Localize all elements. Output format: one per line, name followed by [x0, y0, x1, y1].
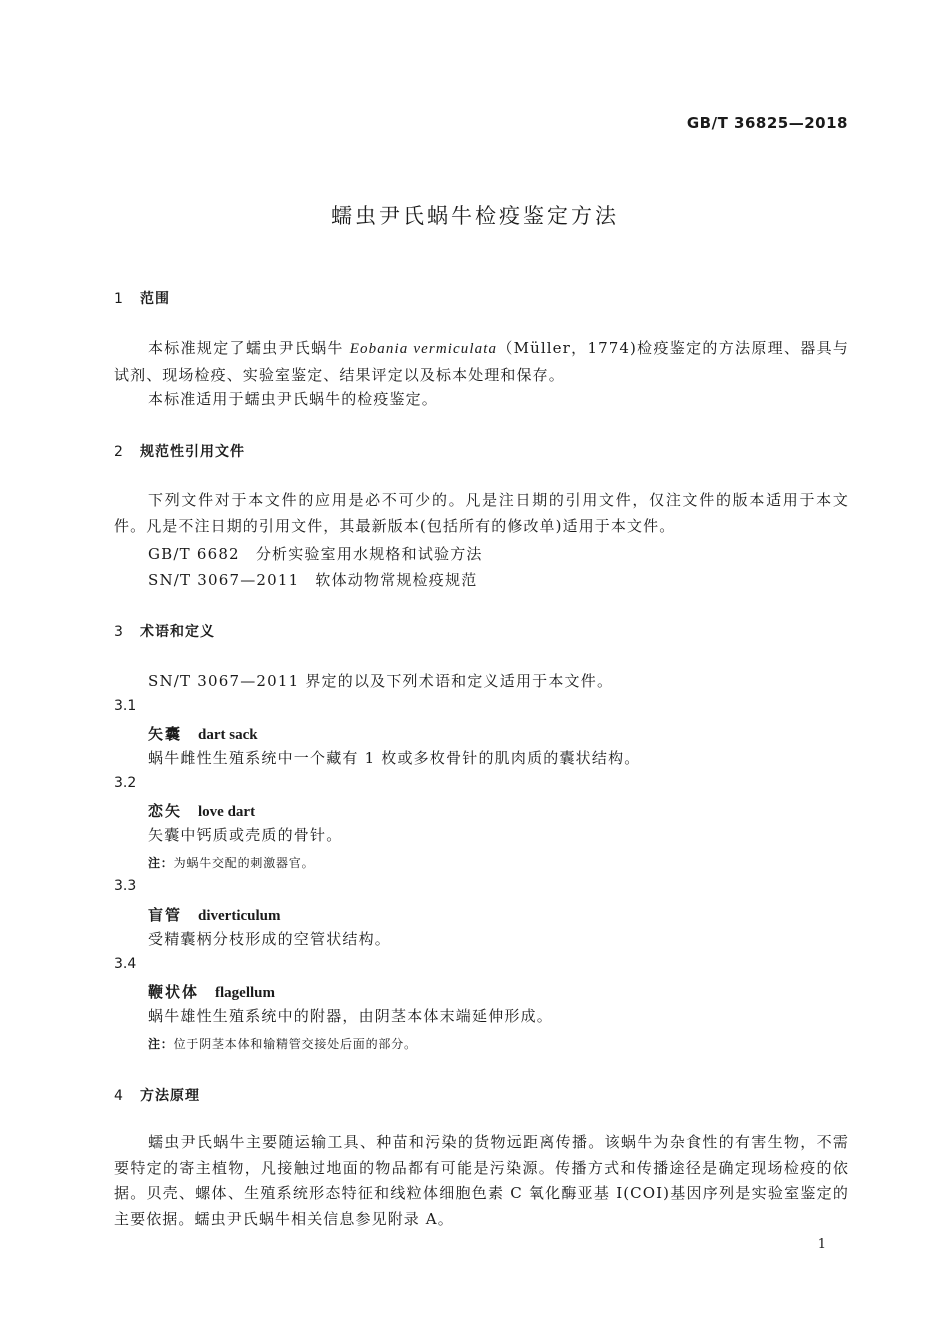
section-3-heading [114, 621, 215, 641]
section-title: 范围 [140, 291, 170, 307]
term-number: 3.4 [114, 956, 137, 972]
page-number: 1 [817, 1237, 826, 1252]
reference-code: GB/T 6682 [148, 545, 240, 563]
term-number: 3.3 [114, 878, 137, 894]
section-title: 术语和定义 [140, 624, 215, 640]
reference-title: 软体动物常规检疫规范 [315, 571, 478, 589]
paragraph-text: 本标准规定了蠕虫尹氏蜗牛 [148, 339, 350, 357]
term-english: dart sack [198, 727, 258, 743]
normative-reference [148, 569, 477, 590]
term-heading [148, 904, 281, 925]
term-note [148, 854, 314, 871]
section-2-heading [114, 441, 245, 461]
term-note [148, 1035, 417, 1052]
section-4-heading [114, 1085, 200, 1105]
section-1-paragraph-2: 本标准适用于蠕虫尹氏蜗牛的检疫鉴定。 [148, 390, 438, 408]
section-2-paragraph-1: 下列文件对于本文件的应用是必不可少的。凡是注日期的引用文件，仅注文件的版本适用于本文件。凡是不注日期的引用文件，其最新版本(包括所有的修改单)适用于本文件。 [114, 491, 849, 535]
section-number: 3 [114, 624, 124, 640]
section-title: 方法原理 [140, 1088, 200, 1104]
section-number: 4 [114, 1088, 124, 1104]
term-chinese: 恋矢 [148, 802, 183, 820]
term-definition: 蜗牛雄性生殖系统中的附器，由阴茎本体末端延伸形成。 [148, 1007, 554, 1025]
term-english: love dart [198, 804, 256, 820]
term-number: 3.2 [114, 775, 137, 791]
species-name: Eobania vermiculata [349, 341, 498, 357]
section-number: 1 [114, 291, 124, 307]
note-text: 为蜗牛交配的刺激器官。 [173, 856, 315, 870]
note-text: 位于阴茎本体和输精管交接处后面的部分。 [173, 1037, 417, 1051]
term-definition: 蜗牛雌性生殖系统中一个藏有 1 枚或多枚骨针的肌肉质的囊状结构。 [148, 749, 641, 767]
paragraph-text: （Müller，1774)检疫鉴定的方法原理、器具与试剂、现场检疫、实验室鉴定、结果评定以及标本处理和保存。 [114, 339, 849, 384]
document-title: 蠕虫尹氏蜗牛检疫鉴定方法 [331, 204, 619, 228]
normative-reference [148, 543, 483, 564]
term-chinese: 盲管 [148, 906, 183, 924]
section-1-paragraph-1 [114, 336, 849, 388]
term-heading [148, 800, 255, 821]
term-english: flagellum [215, 985, 276, 1001]
note-label: 注： [148, 1037, 174, 1051]
section-3-intro: SN/T 3067—2011 界定的以及下列术语和定义适用于本文件。 [148, 672, 614, 690]
term-heading [148, 981, 275, 1002]
section-4-paragraph-1: 蠕虫尹氏蜗牛主要随运输工具、种苗和污染的货物远距离传播。该蜗牛为杂食性的有害生物，不需要特定的寄主植物，凡接触过地面的物品都有可能是污染源。传播方式和传播途径是确定现场检疫的依据。贝壳、螺体、生殖系统形态特征和线粒体细胞色素 C 氧化酶亚基 I(COI)基因序列是实验室鉴定的主要依据。蠕虫尹氏蜗牛相关信息参见附录 A。 [114, 1133, 849, 1228]
term-heading [148, 723, 258, 744]
term-english: diverticulum [198, 908, 281, 924]
section-title: 规范性引用文件 [140, 444, 245, 460]
term-chinese: 矢囊 [148, 725, 183, 743]
note-label: 注： [148, 856, 174, 870]
term-definition: 矢囊中钙质或壳质的骨针。 [148, 826, 343, 844]
section-number: 2 [114, 444, 124, 460]
section-1-heading [114, 288, 170, 308]
term-definition: 受精囊柄分枝形成的空管状结构。 [148, 930, 392, 948]
standard-number: GB/T 36825—2018 [686, 114, 848, 132]
reference-title: 分析实验室用水规格和试验方法 [255, 545, 483, 563]
reference-code: SN/T 3067—2011 [148, 571, 300, 589]
term-number: 3.1 [114, 698, 137, 714]
term-chinese: 鞭状体 [148, 983, 200, 1001]
